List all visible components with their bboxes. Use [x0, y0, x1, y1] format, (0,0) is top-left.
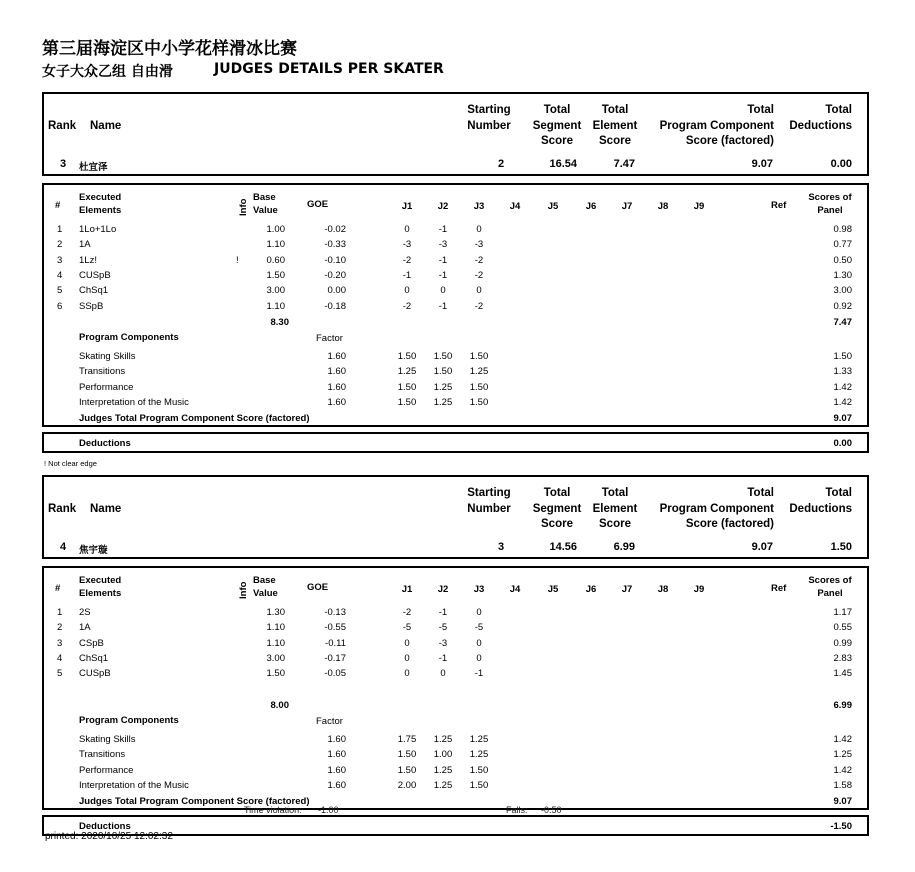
- deductions-box: [42, 432, 869, 453]
- element-judge-score: -1: [474, 668, 484, 679]
- col-base-1: Base: [253, 575, 276, 586]
- header-tss-1: Total: [543, 104, 571, 116]
- element-judge-score: 0: [440, 285, 446, 296]
- component-factor: 1.60: [327, 366, 346, 377]
- header-tes-3: Score: [599, 135, 631, 147]
- col-executed-2: Elements: [79, 588, 122, 599]
- element-judge-score: 0: [404, 638, 410, 649]
- component-panel-score: 1.42: [833, 734, 852, 745]
- header-pcs-3: Score (factored): [685, 518, 774, 530]
- header-tes-1: Total: [601, 104, 629, 116]
- col-info: Info: [238, 581, 249, 599]
- element-name: CSpB: [79, 638, 104, 649]
- element-judge-score: -2: [474, 255, 484, 266]
- element-panel-score: 0.92: [833, 301, 852, 312]
- col-base-1: Base: [253, 192, 276, 203]
- col-base-2: Value: [253, 205, 278, 216]
- component-factor: 1.60: [327, 397, 346, 408]
- element-name: 1A: [79, 622, 91, 633]
- col-base-2: Value: [253, 588, 278, 599]
- component-judge-score: 1.00: [433, 749, 453, 760]
- col-ref: Ref: [771, 583, 787, 594]
- time-violation-value: -1.00: [318, 805, 339, 815]
- deductions-label: Deductions: [79, 438, 131, 449]
- element-name: SSpB: [79, 301, 104, 312]
- element-judge-score: 0: [476, 653, 482, 664]
- factor-label: Factor: [316, 333, 343, 344]
- element-judge-score: 0: [476, 224, 482, 235]
- element-judge-score: 0: [404, 668, 410, 679]
- element-judge-score: -3: [402, 239, 412, 250]
- col-judge: J2: [437, 201, 449, 212]
- element-judge-score: -3: [438, 638, 448, 649]
- element-base-value: 1.50: [266, 668, 285, 679]
- col-judge: J3: [473, 201, 485, 212]
- starting-number: 3: [498, 541, 505, 553]
- element-judge-score: -2: [402, 607, 412, 618]
- header-ded-1: Total: [825, 104, 852, 116]
- element-goe: -0.13: [324, 607, 346, 618]
- component-judge-score: 1.50: [469, 397, 489, 408]
- element-panel-score: 1.30: [833, 270, 852, 281]
- base-value-total: 8.30: [270, 317, 289, 328]
- skater-name: 杜宜泽: [79, 162, 108, 173]
- col-ref: Ref: [771, 200, 787, 211]
- element-goe: -0.18: [324, 301, 346, 312]
- col-judge: J4: [509, 201, 521, 212]
- element-goe: -0.55: [324, 622, 346, 633]
- component-judge-score: 1.25: [433, 765, 453, 776]
- col-judge: J3: [473, 584, 485, 595]
- component-panel-score: 1.58: [833, 780, 852, 791]
- note-not-clear-edge: ! Not clear edge: [44, 459, 97, 468]
- col-judge: J1: [401, 584, 413, 595]
- total-deductions: 1.50: [830, 541, 852, 553]
- header-tss-2: Segment: [532, 120, 582, 132]
- col-judge: J2: [437, 584, 449, 595]
- header-tss-2: Segment: [532, 503, 582, 515]
- skater-rank: 4: [60, 541, 67, 553]
- component-judge-score: 1.25: [433, 780, 453, 791]
- element-number: 3: [57, 255, 63, 266]
- pcs-total-label: Judges Total Program Component Score (factored): [79, 413, 310, 424]
- program-components-label: Program Components: [79, 715, 179, 726]
- element-judge-score: -5: [474, 622, 484, 633]
- factor-label: Factor: [316, 716, 343, 727]
- header-tss-3: Score: [541, 135, 573, 147]
- col-judge: J5: [547, 584, 559, 595]
- base-value-total: 8.00: [270, 700, 289, 711]
- component-name: Performance: [79, 382, 134, 393]
- component-factor: 1.60: [327, 734, 346, 745]
- col-panel-1: Scores of: [808, 192, 852, 203]
- col-panel-1: Scores of: [808, 575, 852, 586]
- element-judge-score: 0: [476, 607, 482, 618]
- element-info: !: [236, 255, 239, 266]
- element-goe: -0.02: [324, 224, 346, 235]
- component-panel-score: 1.50: [833, 351, 852, 362]
- element-judge-score: -1: [438, 255, 448, 266]
- component-name: Interpretation of the Music: [79, 780, 189, 791]
- element-base-value: 1.10: [266, 239, 285, 250]
- component-judge-score: 1.50: [433, 351, 453, 362]
- element-number: 1: [57, 607, 63, 618]
- element-judge-score: 0: [404, 653, 410, 664]
- header-starting-2: Number: [467, 503, 511, 515]
- col-judge: J8: [657, 201, 669, 212]
- header-pcs-1: Total: [747, 487, 774, 499]
- element-judge-score: -2: [474, 270, 484, 281]
- element-name: 2S: [79, 607, 91, 618]
- element-number: 2: [57, 239, 63, 250]
- total-program-component-score: 9.07: [751, 158, 773, 170]
- element-judge-score: 0: [404, 285, 410, 296]
- header-name: Name: [90, 503, 122, 515]
- element-judge-score: 0: [440, 668, 446, 679]
- element-name: CUSpB: [79, 668, 111, 679]
- element-judge-score: 0: [476, 638, 482, 649]
- header-starting-1: Starting: [467, 104, 511, 116]
- element-goe: -0.20: [324, 270, 346, 281]
- header-tes-3: Score: [599, 518, 631, 530]
- element-base-value: 1.30: [266, 607, 285, 618]
- element-goe: -0.17: [324, 653, 346, 664]
- col-judge: J9: [693, 201, 705, 212]
- header-rank: Rank: [48, 503, 77, 515]
- element-judge-score: -1: [402, 270, 412, 281]
- col-judge: J1: [401, 201, 413, 212]
- element-name: CUSpB: [79, 270, 111, 281]
- event-category: [42, 61, 444, 81]
- event-title: 第三届海淀区中小学花样滑冰比赛: [42, 39, 297, 59]
- element-number: 5: [57, 668, 63, 679]
- starting-number: 2: [498, 158, 505, 170]
- col-number: #: [55, 200, 61, 211]
- component-judge-score: 1.25: [469, 366, 489, 377]
- header-pcs-2: Program Component: [659, 503, 774, 515]
- component-panel-score: 1.42: [833, 765, 852, 776]
- element-panel-score: 3.00: [833, 285, 852, 296]
- element-judge-score: -2: [402, 255, 412, 266]
- header-ded-1: Total: [825, 487, 852, 499]
- component-judge-score: 1.25: [433, 734, 453, 745]
- element-base-value: 1.10: [266, 622, 285, 633]
- element-name: 1Lo+1Lo: [79, 224, 117, 235]
- element-name: ChSq1: [79, 653, 109, 664]
- component-judge-score: 1.50: [397, 749, 417, 760]
- col-judge: J8: [657, 584, 669, 595]
- tes-total: 6.99: [833, 700, 852, 711]
- col-judge: J6: [585, 584, 597, 595]
- deductions-label: Deductions: [79, 821, 131, 832]
- element-panel-score: 2.83: [833, 653, 852, 664]
- component-name: Transitions: [79, 366, 126, 377]
- element-judge-score: 0: [404, 224, 410, 235]
- component-judge-score: 1.50: [469, 382, 489, 393]
- col-judge: J4: [509, 584, 521, 595]
- falls-value: -0.50: [541, 805, 562, 815]
- col-number: #: [55, 583, 61, 594]
- col-panel-2: Panel: [817, 588, 843, 599]
- element-judge-score: -3: [438, 239, 448, 250]
- pcs-total: 9.07: [833, 413, 852, 424]
- header-pcs-1: Total: [747, 104, 774, 116]
- component-judge-score: 1.25: [469, 749, 489, 760]
- element-number: 2: [57, 622, 63, 633]
- pcs-total: 9.07: [833, 796, 852, 807]
- component-judge-score: 1.25: [433, 397, 453, 408]
- col-judge: J5: [547, 201, 559, 212]
- element-panel-score: 1.17: [833, 607, 852, 618]
- component-name: Transitions: [79, 749, 126, 760]
- col-goe: GOE: [307, 199, 329, 210]
- total-deductions: 0.00: [830, 158, 852, 170]
- element-name: ChSq1: [79, 285, 109, 296]
- category-label: 女子大众乙组 自由滑: [42, 64, 173, 80]
- component-panel-score: 1.42: [833, 397, 852, 408]
- header-tss-3: Score: [541, 518, 573, 530]
- header-pcs-3: Score (factored): [685, 135, 774, 147]
- component-factor: 1.60: [327, 749, 346, 760]
- col-judge: J7: [621, 201, 633, 212]
- element-goe: -0.33: [324, 239, 346, 250]
- component-judge-score: 1.75: [397, 734, 417, 745]
- element-judge-score: 0: [476, 285, 482, 296]
- component-judge-score: 2.00: [397, 780, 417, 791]
- element-judge-score: -5: [402, 622, 412, 633]
- pcs-total-label: Judges Total Program Component Score (factored): [79, 796, 310, 807]
- component-name: Skating Skills: [79, 734, 136, 745]
- component-judge-score: 1.25: [469, 734, 489, 745]
- element-goe: -0.05: [324, 668, 346, 679]
- col-goe: GOE: [307, 582, 329, 593]
- skater-rank: 3: [60, 158, 67, 170]
- component-factor: 1.60: [327, 382, 346, 393]
- element-goe: -0.11: [325, 638, 346, 649]
- component-judge-score: 1.50: [397, 765, 417, 776]
- element-judge-score: -1: [438, 607, 448, 618]
- element-judge-score: -3: [474, 239, 484, 250]
- component-judge-score: 1.50: [397, 351, 417, 362]
- program-components-label: Program Components: [79, 332, 179, 343]
- element-name: 1Lz!: [79, 255, 97, 266]
- deductions-total: 0.00: [833, 438, 852, 449]
- component-panel-score: 1.42: [833, 382, 852, 393]
- component-judge-score: 1.50: [397, 397, 417, 408]
- element-panel-score: 0.99: [833, 638, 852, 649]
- report-title: JUDGES DETAILS PER SKATER: [214, 61, 444, 77]
- header-tes-2: Element: [592, 120, 638, 132]
- printed-timestamp: printed: 2020/10/25 12:02:32: [45, 831, 173, 842]
- element-number: 5: [57, 285, 63, 296]
- header-tss-1: Total: [543, 487, 571, 499]
- deductions-total: -1.50: [830, 821, 852, 832]
- col-executed-1: Executed: [79, 192, 122, 203]
- component-panel-score: 1.25: [833, 749, 852, 760]
- header-starting-2: Number: [467, 120, 511, 132]
- header-ded-2: Deductions: [789, 120, 852, 132]
- col-executed-1: Executed: [79, 575, 122, 586]
- element-judge-score: -2: [402, 301, 412, 312]
- element-number: 6: [57, 301, 63, 312]
- element-judge-score: -5: [438, 622, 448, 633]
- element-base-value: 1.00: [266, 224, 285, 235]
- tes-total: 7.47: [833, 317, 852, 328]
- component-judge-score: 1.50: [469, 780, 489, 791]
- header-starting-1: Starting: [467, 487, 511, 499]
- total-element-score: 7.47: [613, 158, 635, 170]
- element-base-value: 0.60: [266, 255, 285, 266]
- col-executed-2: Elements: [79, 205, 122, 216]
- element-name: 1A: [79, 239, 91, 250]
- element-panel-score: 0.98: [833, 224, 852, 235]
- element-judge-score: -1: [438, 270, 448, 281]
- header-rank: Rank: [48, 120, 77, 132]
- falls-label: Falls:: [506, 805, 528, 815]
- col-info: Info: [238, 198, 249, 216]
- element-base-value: 3.00: [266, 653, 285, 664]
- col-judge: J7: [621, 584, 633, 595]
- col-judge: J6: [585, 201, 597, 212]
- skater-name: 焦宇璇: [79, 545, 108, 556]
- element-panel-score: 0.77: [833, 239, 852, 250]
- header-tes-2: Element: [592, 503, 638, 515]
- element-panel-score: 1.45: [833, 668, 852, 679]
- component-judge-score: 1.50: [397, 382, 417, 393]
- element-judge-score: -1: [438, 653, 448, 664]
- component-judge-score: 1.50: [433, 366, 453, 377]
- component-factor: 1.60: [327, 765, 346, 776]
- col-panel-2: Panel: [817, 205, 843, 216]
- component-judge-score: 1.50: [469, 351, 489, 362]
- element-judge-score: -1: [438, 301, 448, 312]
- header-tes-1: Total: [601, 487, 629, 499]
- component-name: Skating Skills: [79, 351, 136, 362]
- component-name: Performance: [79, 765, 134, 776]
- col-judge: J9: [693, 584, 705, 595]
- component-factor: 1.60: [327, 780, 346, 791]
- component-panel-score: 1.33: [833, 366, 852, 377]
- component-judge-score: 1.25: [397, 366, 417, 377]
- total-segment-score: 16.54: [549, 158, 577, 170]
- element-number: 3: [57, 638, 63, 649]
- component-factor: 1.60: [327, 351, 346, 362]
- element-panel-score: 0.50: [833, 255, 852, 266]
- component-judge-score: 1.25: [433, 382, 453, 393]
- total-element-score: 6.99: [613, 541, 635, 553]
- component-judge-score: 1.50: [469, 765, 489, 776]
- header-pcs-2: Program Component: [659, 120, 774, 132]
- element-goe: -0.10: [324, 255, 346, 266]
- element-judge-score: -1: [438, 224, 448, 235]
- element-base-value: 3.00: [266, 285, 285, 296]
- element-number: 1: [57, 224, 63, 235]
- element-goe: 0.00: [327, 285, 346, 296]
- total-segment-score: 14.56: [549, 541, 577, 553]
- header-name: Name: [90, 120, 122, 132]
- element-panel-score: 0.55: [833, 622, 852, 633]
- element-judge-score: -2: [474, 301, 484, 312]
- element-number: 4: [57, 270, 63, 281]
- element-base-value: 1.10: [266, 301, 285, 312]
- total-program-component-score: 9.07: [751, 541, 773, 553]
- element-number: 4: [57, 653, 63, 664]
- element-base-value: 1.50: [266, 270, 285, 281]
- header-ded-2: Deductions: [789, 503, 852, 515]
- time-violation-label: Time violation:: [244, 805, 302, 815]
- element-base-value: 1.10: [266, 638, 285, 649]
- component-name: Interpretation of the Music: [79, 397, 189, 408]
